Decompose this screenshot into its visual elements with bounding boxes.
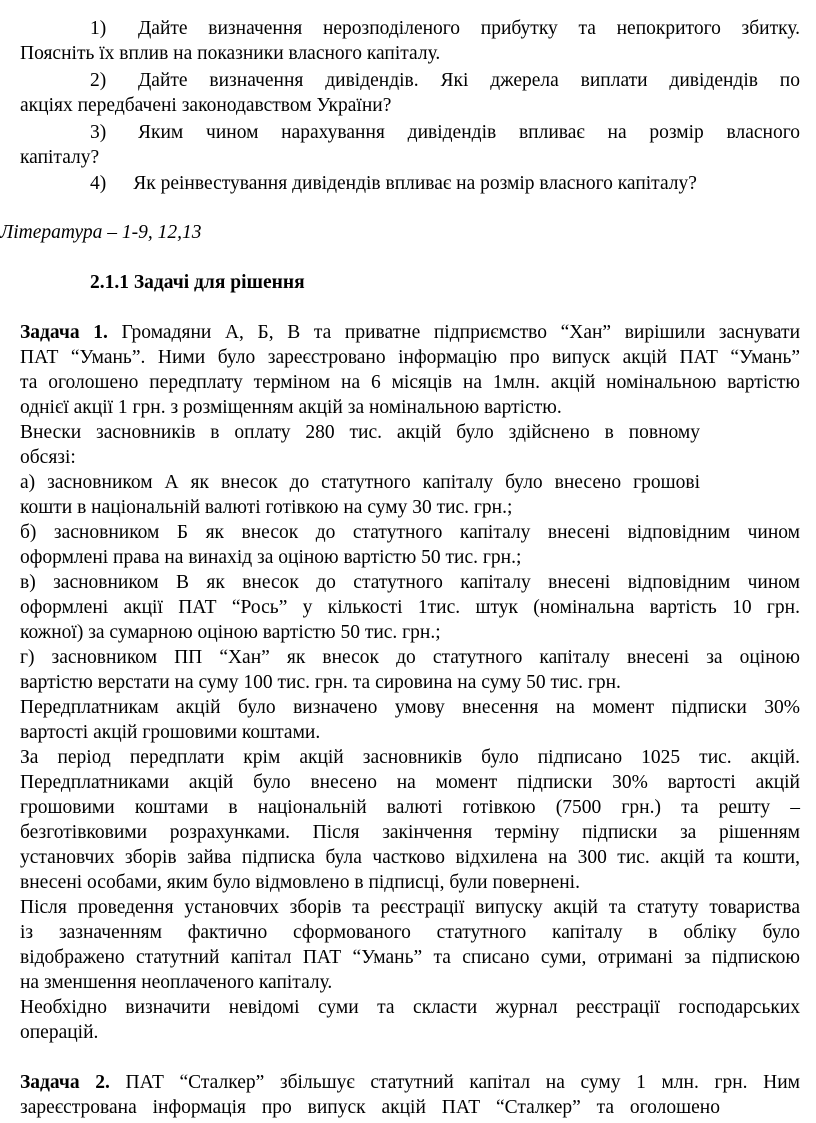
section-title: 2.1.1 Задачі для рішення — [90, 272, 305, 293]
question-text: Яким чином нарахування дивідендів впливає на розмір власного — [138, 122, 800, 143]
task-2-label: Задача 2. — [20, 1072, 110, 1093]
task-1-text: Громадяни А, Б, В та приватне підприємство “Хан” вирішили заснувати — [121, 322, 801, 343]
question-3-continuation: капіталу? — [20, 147, 100, 168]
paragraph-line: установчих зборів зайва підписка була частково відхилена на 300 тис. акцій та кошти, — [20, 847, 800, 868]
paragraph-line: Внески засновників в оплату 280 тис. акцій було здійснено в повному — [20, 422, 700, 443]
question-number: 4) — [90, 173, 107, 194]
paragraph-line: грошовими коштами в національній валюті готівкою (7500 грн.) та решту – — [20, 797, 800, 818]
paragraph-line: із зазначенням фактично сформованого статутного капіталу в обліку було — [20, 922, 800, 943]
question-2 — [90, 69, 800, 93]
question-number: 1) — [90, 18, 107, 39]
task-2-first-line — [20, 1071, 800, 1095]
paragraph-line: оформлені права на винахід за оціною вартістю 50 тис. грн.; — [20, 547, 522, 568]
question-text: Дайте визначення нерозподіленого прибутку та непокритого збитку. — [138, 18, 800, 39]
paragraph-line: та оголошено передплату терміном на 6 місяців на 1млн. акцій номінальною вартістю — [20, 372, 800, 393]
paragraph-line: однієї акції 1 грн. з розміщенням акцій за номінальною вартістю. — [20, 397, 562, 418]
paragraph-line: Передплатникам акцій було визначено умову внесення на момент підписки 30% — [20, 697, 800, 718]
paragraph-line: кожної) за сумарною оціною вартістю 50 тис. грн.; — [20, 622, 441, 643]
paragraph-line: обсязі: — [20, 447, 76, 468]
question-4 — [90, 172, 697, 196]
question-text: Дайте визначення дивідендів. Які джерела виплати дивідендів по — [138, 70, 800, 91]
paragraph-line: вартості акцій грошовими коштами. — [20, 722, 321, 743]
question-2-continuation: акціях передбачені законодавством України? — [20, 95, 392, 116]
paragraph-line: операцій. — [20, 1022, 99, 1043]
question-1-continuation: Поясніть їх вплив на показники власного капіталу. — [20, 43, 441, 64]
paragraph-line: г) засновником ПП “Хан” як внесок до статутного капіталу внесені за оціною — [20, 647, 800, 668]
paragraph-line: За період передплати крім акцій засновників було підписано 1025 тис. акцій. — [20, 747, 800, 768]
paragraph-line: на зменшення неоплаченого капіталу. — [20, 972, 333, 993]
paragraph-line: оформлені акції ПАТ “Рось” у кількості 1тис. штук (номінальна вартість 10 грн. — [20, 597, 800, 618]
paragraph-line: кошти в національній валюті готівкою на суму 30 тис. грн.; — [20, 497, 513, 518]
paragraph-line: внесені особами, яким було відмовлено в підписці, були повернені. — [20, 872, 580, 893]
paragraph-line: відображено статутний капітал ПАТ “Умань” та списано суми, отримані за підпискою — [20, 947, 800, 968]
question-3 — [90, 121, 800, 145]
paragraph-line: зареєстрована інформація про випуск акцій ПАТ “Сталкер” та оголошено — [20, 1097, 720, 1118]
task-2-text: ПАТ “Сталкер” збільшує статутний капітал на суму 1 млн. грн. Ним — [125, 1072, 801, 1093]
paragraph-line: Необхідно визначити невідомі суми та скласти журнал реєстрації господарських — [20, 997, 800, 1018]
paragraph-line: в) засновником В як внесок до статутного капіталу внесені відповідним чином — [20, 572, 800, 593]
task-1-label: Задача 1. — [20, 322, 108, 343]
paragraph-line: безготівковими розрахунками. Після закінчення терміну підписки за рішенням — [20, 822, 800, 843]
paragraph-line: б) засновником Б як внесок до статутного капіталу внесені відповідним чином — [20, 522, 800, 543]
question-number: 3) — [90, 122, 107, 143]
paragraph-line: а) засновником А як внесок до статутного капіталу було внесено грошові — [20, 472, 700, 493]
paragraph-line: Передплатниками акцій було внесено на момент підписки 30% вартості акцій — [20, 772, 800, 793]
question-1 — [90, 17, 800, 41]
paragraph-line: ПАТ “Умань”. Ними було зареєстровано інформацію про випуск акцій ПАТ “Умань” — [20, 347, 800, 368]
question-text: Як реінвестування дивідендів впливає на розмір власного капіталу? — [133, 173, 697, 194]
paragraph-line: Після проведення установчих зборів та реєстрації випуску акцій та статуту товариства — [20, 897, 800, 918]
task-1-first-line — [20, 321, 800, 345]
paragraph-line: вартістю верстати на суму 100 тис. грн. та сировина на суму 50 тис. грн. — [20, 672, 621, 693]
question-number: 2) — [90, 70, 107, 91]
literature-reference: Література – 1-9, 12,13 — [0, 222, 202, 243]
